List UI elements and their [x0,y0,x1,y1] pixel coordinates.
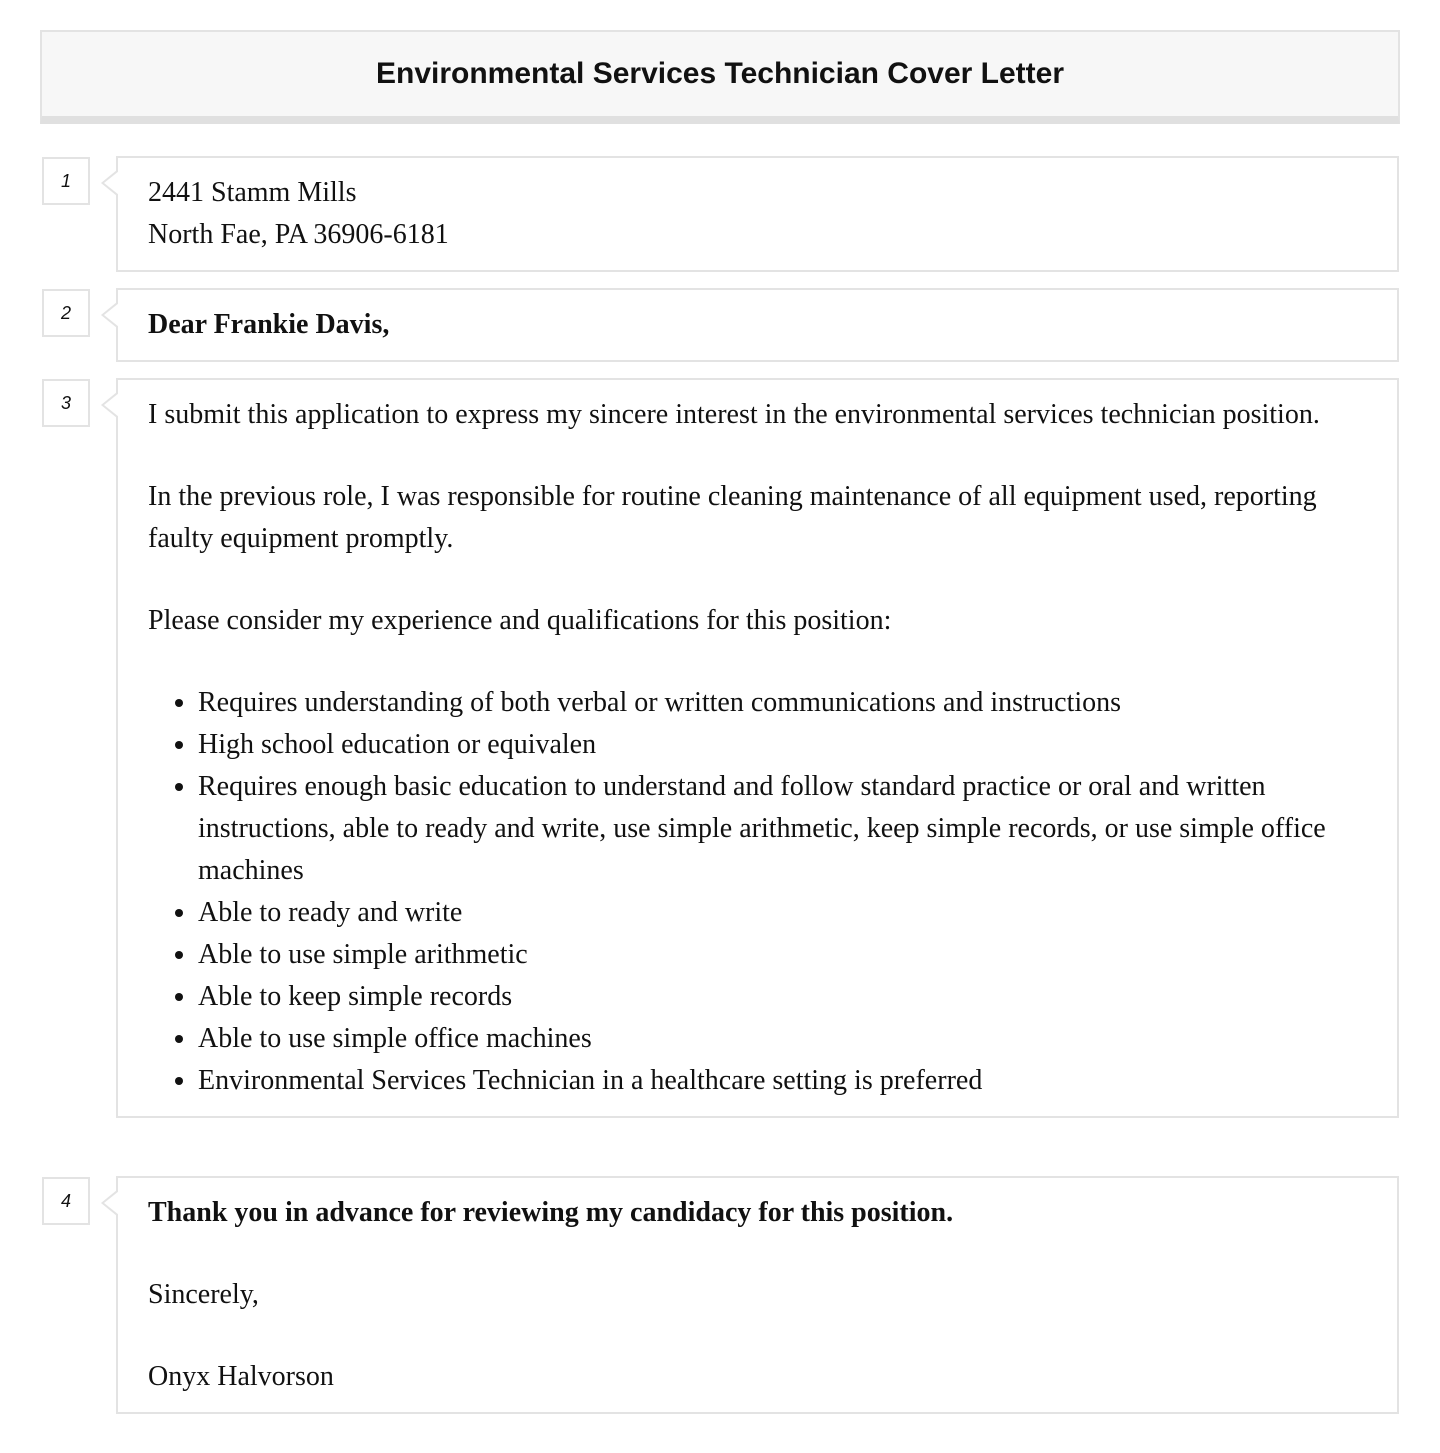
qualifications-list [148,682,1367,1102]
closing-statement: Thank you in advance for reviewing my candidacy for this position. [148,1197,954,1228]
greeting: Dear Frankie Davis, [148,309,390,340]
paragraph: In the previous role, I was responsible for routine cleaning maintenance of all equipment used, reporting faulty equipment promptly. [148,481,1317,554]
address-block [116,156,1399,272]
section-number: 3 [42,379,90,427]
address-line: North Fae, PA 36906-6181 [148,219,449,250]
signature-name: Onyx Halvorson [148,1361,334,1392]
page-title: Environmental Services Technician Cover Letter [375,57,1065,90]
list-item: • Able to ready and write [198,892,1367,934]
list-item: • Able to keep simple records [198,976,1367,1018]
list-item: • Requires understanding of both verbal or written communications and instructions [198,682,1367,724]
greeting-block [116,288,1399,362]
list-item: • Environmental Services Technician in a healthcare setting is preferred [198,1060,1367,1102]
list-item: • Able to use simple arithmetic [198,934,1367,976]
list-item: • Requires enough basic education to understand and follow standard practice or oral and written instructions, able to ready and write, use simple arithmetic, keep simple records, or use simple office machines [198,766,1367,892]
section-number: 2 [42,289,90,337]
paragraph: Please consider my experience and qualifications for this position: [148,605,892,636]
body-block [116,378,1399,1118]
section-number: 1 [42,157,90,205]
title-bar [40,30,1400,124]
signoff: Sincerely, [148,1279,259,1310]
closing-block [116,1176,1399,1414]
list-item: • Able to use simple office machines [198,1018,1367,1060]
list-item: • High school education or equivalen [198,724,1367,766]
address-line: 2441 Stamm Mills [148,177,357,208]
section-number: 4 [42,1177,90,1225]
paragraph: I submit this application to express my sincere interest in the environmental services technician position. [148,399,1320,430]
